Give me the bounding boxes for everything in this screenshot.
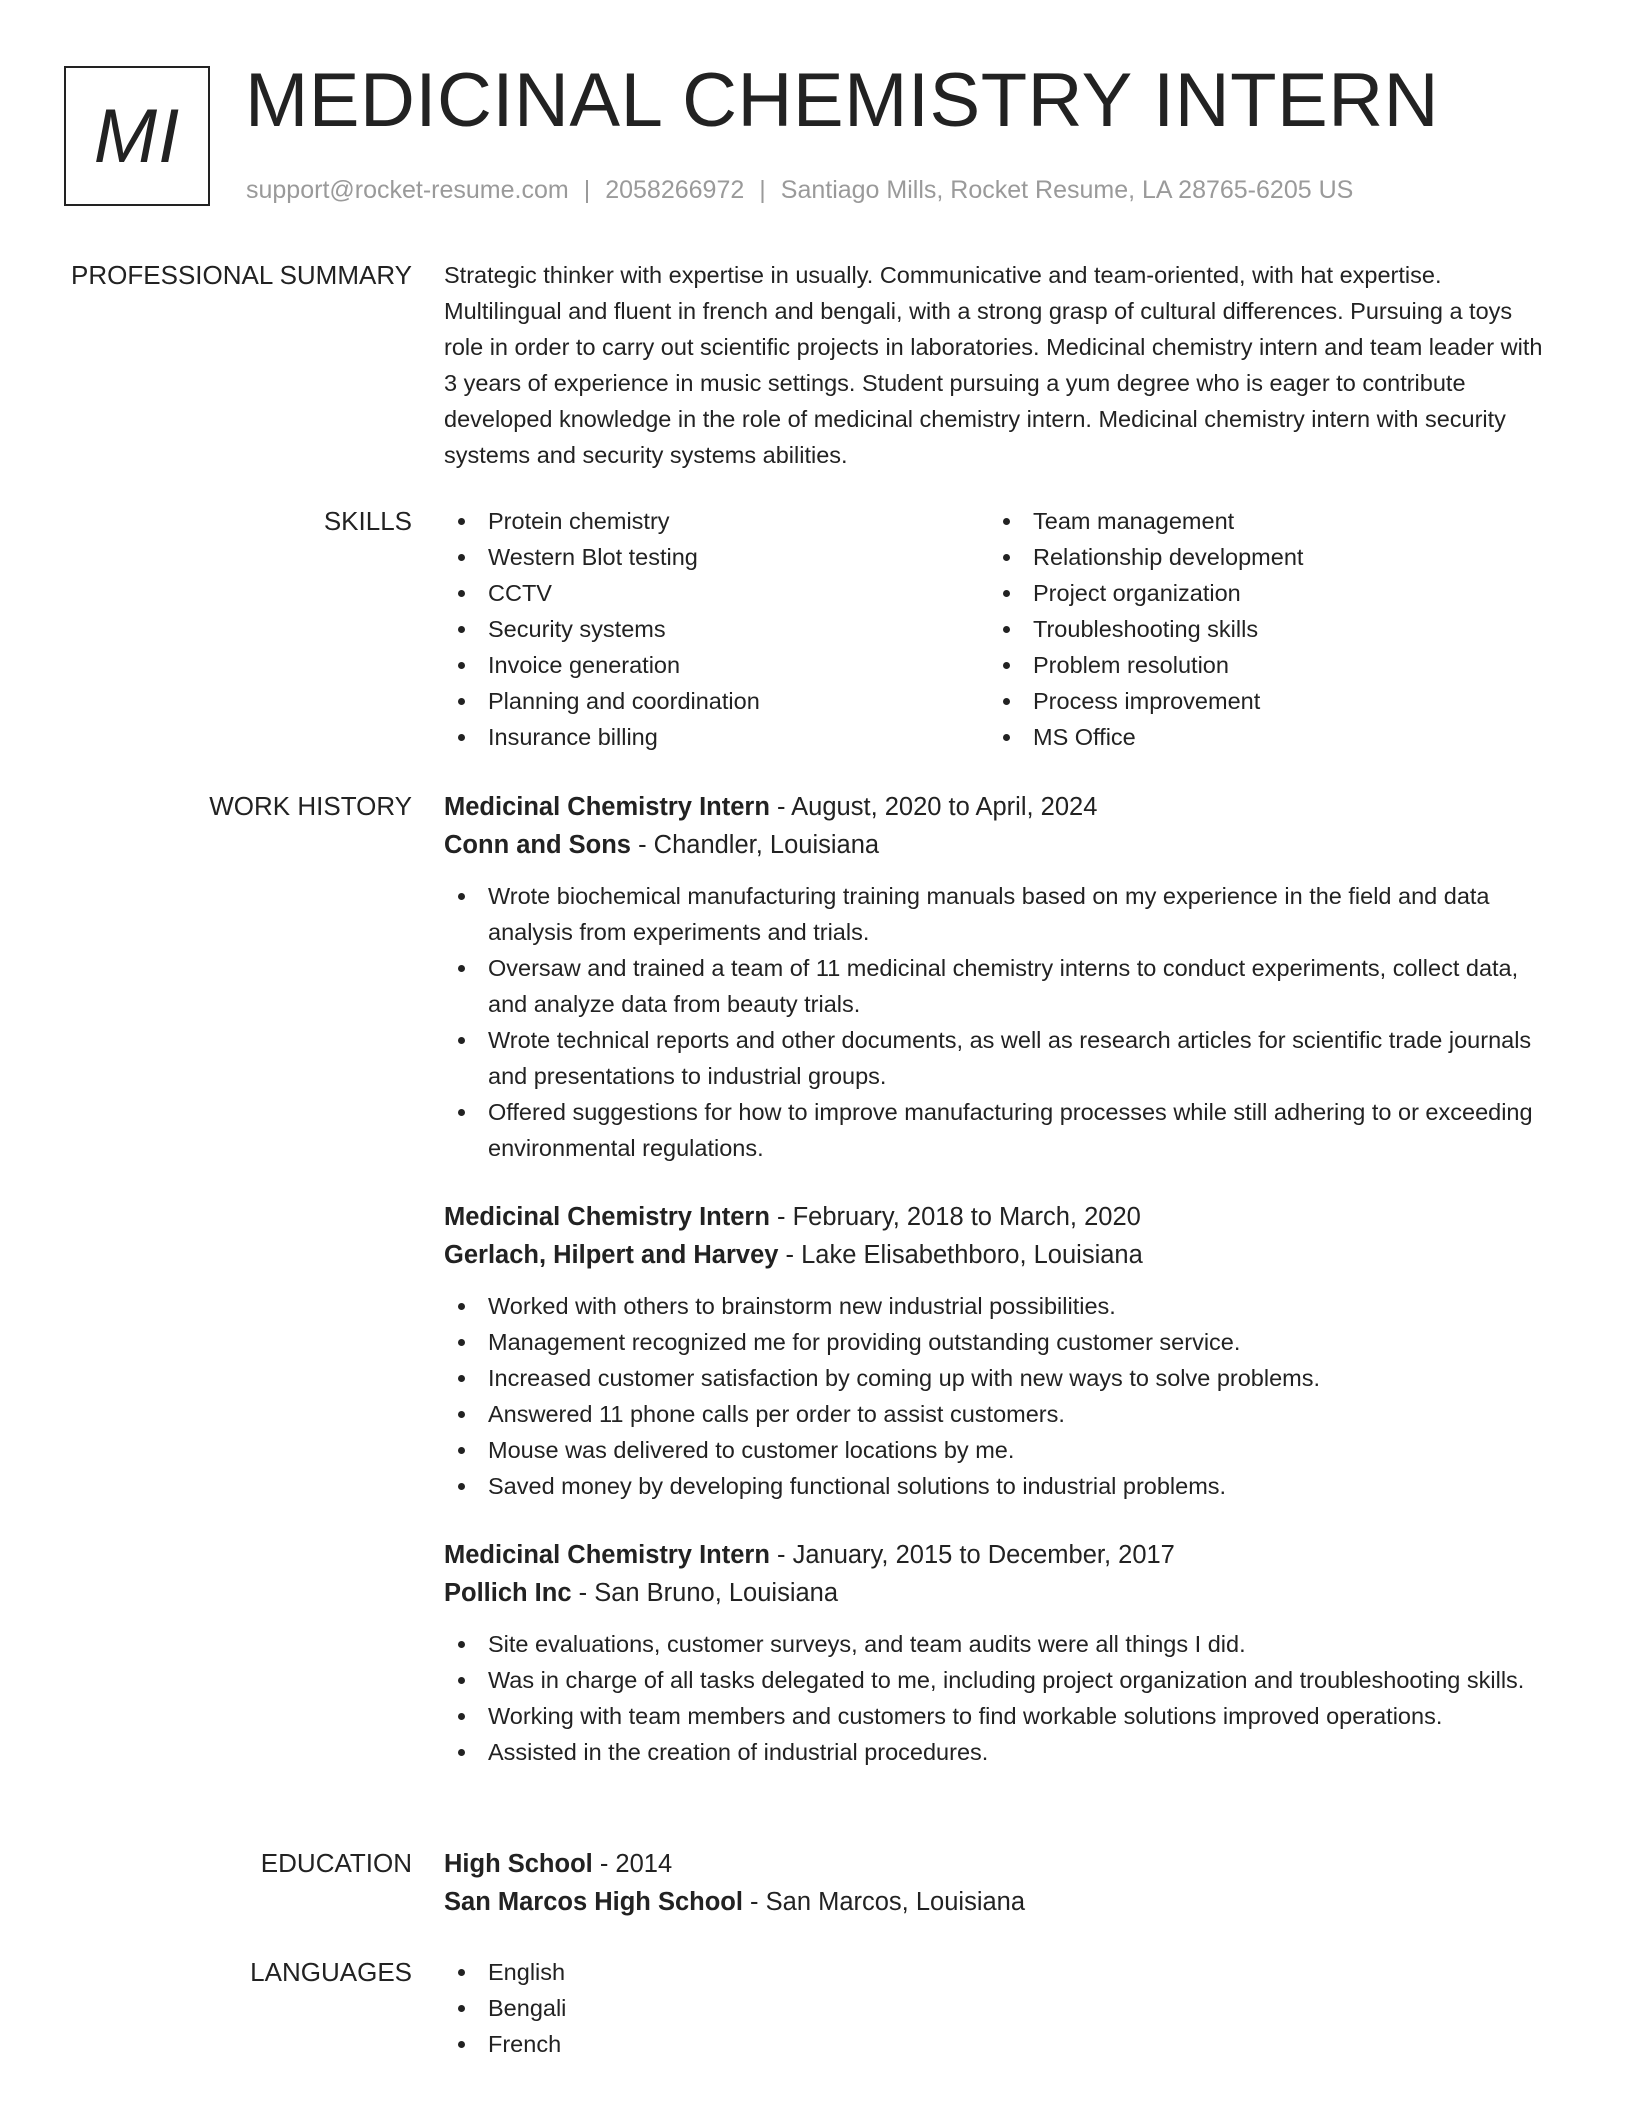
contact-email[interactable]: support@rocket-resume.com xyxy=(246,176,569,204)
job-bullet: Site evaluations, customer surveys, and team audits were all things I did. xyxy=(444,1626,1544,1662)
job-bullet: Working with team members and customers to find workable solutions improved operations. xyxy=(444,1698,1544,1734)
education-year: - 2014 xyxy=(592,1850,673,1878)
job-company: Conn and Sons xyxy=(444,831,631,859)
contact-separator: | xyxy=(583,176,591,204)
job-entry xyxy=(444,1536,1544,1770)
skill-item: Process improvement xyxy=(989,683,1534,719)
skill-item: Insurance billing xyxy=(444,719,989,755)
skill-item: Invoice generation xyxy=(444,647,989,683)
skill-item: Problem resolution xyxy=(989,647,1534,683)
education-location: - San Marcos, Louisiana xyxy=(742,1888,1026,1916)
job-bullet: Assisted in the creation of industrial procedures. xyxy=(444,1734,1544,1770)
summary-text: Strategic thinker with expertise in usually. Communicative and team-oriented, with hat expertise. Multilingual and fluent in french and bengali, with a strong grasp of cultural differences. Pursuing a toys role in order to carry out scientific projects in laboratories. Medicinal chemistry intern and team leader with 3 years of experience in music settings. Student pursuing a yum degree who is eager to contribute developed knowledge in the role of medicinal chemistry intern. Medicinal chemistry intern with security systems and security systems abilities. xyxy=(444,262,1543,468)
job-title-line xyxy=(444,788,1544,826)
job-company-line xyxy=(444,1236,1544,1274)
job-bullets xyxy=(444,1288,1544,1504)
skill-item: Planning and coordination xyxy=(444,683,989,719)
job-bullet: Saved money by developing functional solutions to industrial problems. xyxy=(444,1468,1544,1504)
job-entry xyxy=(444,1198,1544,1504)
education-degree: High School xyxy=(444,1850,593,1878)
job-entry xyxy=(444,788,1544,1166)
languages-list xyxy=(444,1954,1544,2062)
skills-column-1 xyxy=(444,503,989,755)
languages-body xyxy=(444,1954,1544,2062)
job-bullet: Wrote biochemical manufacturing training manuals based on my experience in the field and data analysis from experiments and trials. xyxy=(444,878,1544,950)
education-body xyxy=(444,1845,1544,1921)
monogram-logo xyxy=(64,66,210,206)
education-school: San Marcos High School xyxy=(444,1888,743,1916)
skill-item: Protein chemistry xyxy=(444,503,989,539)
education-school-line xyxy=(444,1883,1544,1921)
job-company-line xyxy=(444,826,1544,864)
education-degree-line xyxy=(444,1845,1544,1883)
job-bullet: Mouse was delivered to customer locations by me. xyxy=(444,1432,1544,1468)
job-company: Gerlach, Hilpert and Harvey xyxy=(444,1241,779,1269)
job-title: Medicinal Chemistry Intern xyxy=(444,793,770,821)
skills-column-2 xyxy=(989,503,1534,755)
job-location: - San Bruno, Louisiana xyxy=(571,1579,839,1607)
job-bullet: Increased customer satisfaction by coming up with new ways to solve problems. xyxy=(444,1360,1544,1396)
language-item: English xyxy=(444,1954,1544,1990)
resume-title: MEDICINAL CHEMISTRY INTERN xyxy=(245,58,1439,143)
job-location: - Chandler, Louisiana xyxy=(631,831,880,859)
job-bullet: Wrote technical reports and other documents, as well as research articles for scientific trade journals and presentations to industrial groups. xyxy=(444,1022,1544,1094)
contact-separator: | xyxy=(759,176,766,204)
job-company-line xyxy=(444,1574,1544,1612)
job-bullets xyxy=(444,1626,1544,1770)
job-title-line xyxy=(444,1198,1544,1236)
job-dates: - January, 2015 to December, 2017 xyxy=(769,1541,1175,1569)
skill-item: Western Blot testing xyxy=(444,539,989,575)
skill-item: Troubleshooting skills xyxy=(989,611,1534,647)
skill-item: Project organization xyxy=(989,575,1534,611)
job-bullet: Oversaw and trained a team of 11 medicinal chemistry interns to conduct experiments, collect data, and analyze data from beauty trials. xyxy=(444,950,1544,1022)
language-item: Bengali xyxy=(444,1990,1544,2026)
job-location: - Lake Elisabethboro, Louisiana xyxy=(778,1241,1143,1269)
job-title-line xyxy=(444,1536,1544,1574)
contact-phone[interactable]: 2058266972 xyxy=(605,176,745,204)
summary-body xyxy=(444,257,1544,473)
job-bullet: Answered 11 phone calls per order to assist customers. xyxy=(444,1396,1544,1432)
job-dates: - August, 2020 to April, 2024 xyxy=(769,793,1098,821)
job-bullet: Was in charge of all tasks delegated to me, including project organization and troubleshooting skills. xyxy=(444,1662,1544,1698)
skill-item: MS Office xyxy=(989,719,1534,755)
skill-item: Relationship development xyxy=(989,539,1534,575)
skill-item: CCTV xyxy=(444,575,989,611)
job-bullets xyxy=(444,878,1544,1166)
job-company: Pollich Inc xyxy=(444,1579,572,1607)
job-bullet: Offered suggestions for how to improve manufacturing processes while still adhering to or exceeding environmental regulations. xyxy=(444,1094,1544,1166)
job-bullet: Worked with others to brainstorm new industrial possibilities. xyxy=(444,1288,1544,1324)
job-title: Medicinal Chemistry Intern xyxy=(444,1203,770,1231)
skills-body xyxy=(444,503,1544,755)
job-bullet: Management recognized me for providing outstanding customer service. xyxy=(444,1324,1544,1360)
education-heading: EDUCATION xyxy=(260,1848,412,1878)
job-title: Medicinal Chemistry Intern xyxy=(444,1541,770,1569)
languages-heading: LANGUAGES xyxy=(250,1957,412,1987)
skill-item: Security systems xyxy=(444,611,989,647)
work-history-body xyxy=(444,788,1544,1770)
contact-address: Santiago Mills, Rocket Resume, LA 28765-6205 US xyxy=(780,176,1354,204)
monogram-text: MI xyxy=(93,93,181,179)
skill-item: Team management xyxy=(989,503,1534,539)
contact-line xyxy=(246,172,1353,208)
work-history-heading: WORK HISTORY xyxy=(209,791,412,821)
job-dates: - February, 2018 to March, 2020 xyxy=(769,1203,1141,1231)
language-item: French xyxy=(444,2026,1544,2062)
summary-heading: PROFESSIONAL SUMMARY xyxy=(71,260,412,290)
skills-heading: SKILLS xyxy=(323,506,412,536)
